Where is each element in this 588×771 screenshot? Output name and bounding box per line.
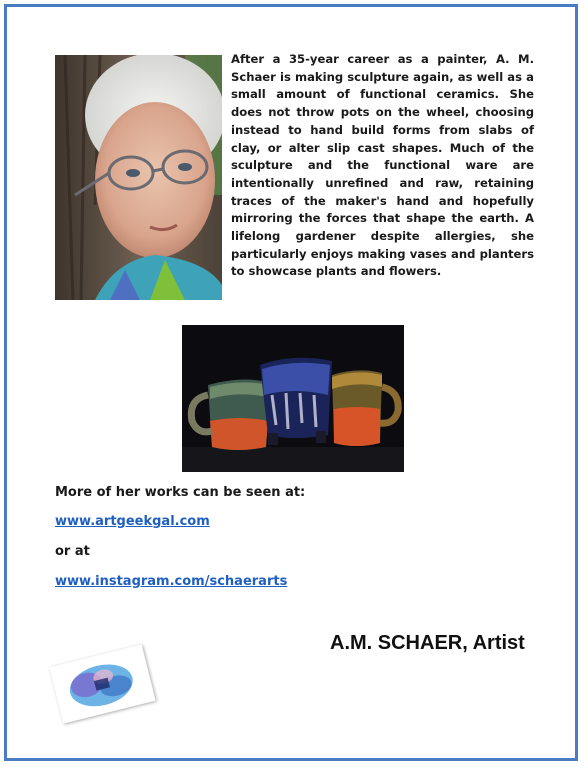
website-link[interactable]: www.artgeekgal.com <box>55 514 210 529</box>
artist-portrait-image <box>55 55 222 300</box>
pottery-photo <box>182 325 404 472</box>
pottery-image <box>182 325 404 472</box>
or-at-text: or at <box>55 544 90 559</box>
instagram-link[interactable]: www.instagram.com/schaerarts <box>55 574 288 589</box>
artist-signature: A.M. SCHAER, Artist <box>330 632 525 654</box>
artist-portrait <box>55 55 222 300</box>
more-works-text: More of her works can be seen at: <box>55 485 306 500</box>
artist-bio: After a 35-year career as a painter, A. M. Schaer is making sculpture again, as well as a small amount of functional ceramics. She does not throw pots on the wheel, choosing instead to hand build forms from slabs of clay, or alter slip cast shapes. Much of the sculpture and the functional ware are intentionally unrefined and raw, retaining traces of the maker's hand and hopefully mirroring the forces that shape the earth. A lifelong gardener despite allergies, she particularly enjoys making vases and planters to showcase plants and flowers. <box>231 52 534 279</box>
